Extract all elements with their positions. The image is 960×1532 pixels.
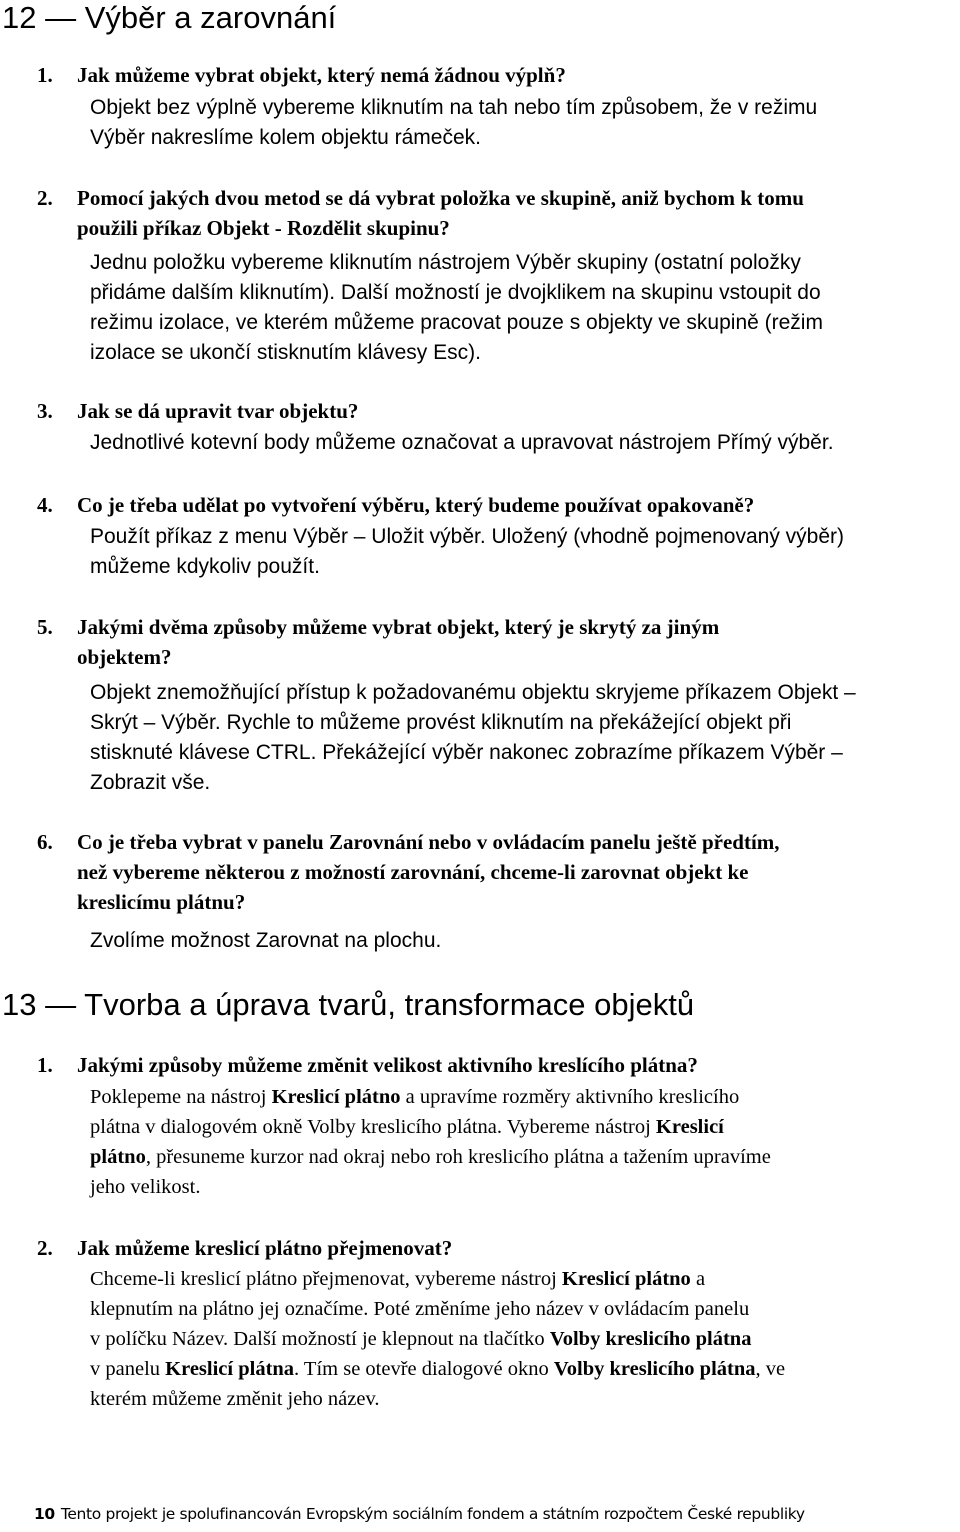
question-text: Pomocí jakých dvou metod se dá vybrat položka ve skupině, aniž bychom k tomu — [77, 186, 804, 210]
section-heading: 12 — Výběr a zarovnání — [2, 0, 337, 35]
answer-line: Zvolíme možnost Zarovnat na plochu. — [90, 929, 442, 952]
answer-line: stisknuté klávese CTRL. Překážející výběr nakonec zobrazíme příkazem Výběr – — [90, 741, 843, 764]
question — [37, 60, 960, 90]
page-number: 10 — [34, 1505, 55, 1523]
answer-line: izolace se ukončí stisknutím klávesy Esc). — [90, 341, 481, 364]
question-text: Co je třeba vybrat v panelu Zarovnání nebo v ovládacím panelu ještě předtím, — [77, 830, 780, 854]
question-number: 5. — [37, 615, 53, 639]
question — [37, 612, 960, 672]
answer — [90, 1082, 960, 1202]
footer-text: Tento projekt je spolufinancován Evropským sociálním fondem a státním rozpočtem České republiky — [60, 1505, 805, 1523]
answer-line: v políčku Název. Další možností je klepnout na tlačítko Volby kreslicího plátna — [90, 1328, 752, 1350]
answer-line: Jednotlivé kotevní body můžeme označovat a upravovat nástrojem Přímý výběr. — [90, 431, 834, 454]
answer-line: klepnutím na plátno jej označíme. Poté změníme jeho název v ovládacím panelu — [90, 1298, 750, 1320]
question — [37, 490, 960, 520]
question-number: 2. — [37, 1236, 53, 1260]
answer — [90, 93, 960, 153]
question — [37, 396, 960, 426]
question-text: Jak můžeme vybrat objekt, který nemá žádnou výplň? — [77, 63, 566, 87]
answer-line: kterém můžeme změnit jeho název. — [90, 1388, 380, 1410]
question-text: Jak se dá upravit tvar objektu? — [77, 399, 359, 423]
answer-line: přidáme dalším kliknutím). Další možností je dvojklikem na skupinu vstoupit do — [90, 281, 821, 304]
answer — [90, 428, 960, 458]
answer — [90, 678, 960, 798]
answer-line: plátna v dialogovém okně Volby kreslicího plátna. Vybereme nástroj Kreslicí — [90, 1116, 724, 1138]
question-text: objektem? — [77, 645, 172, 669]
answer — [90, 522, 960, 582]
question-text: použili příkaz Objekt - Rozdělit skupinu? — [77, 216, 450, 240]
question-number: 3. — [37, 399, 53, 423]
answer-line: Chceme-li kreslicí plátno přejmenovat, vybereme nástroj Kreslicí plátno a — [90, 1268, 706, 1290]
answer-line: plátno, přesuneme kurzor nad okraj nebo roh kreslicího plátna a tažením upravíme — [90, 1146, 771, 1168]
question-text: než vybereme některou z možností zarovnání, chceme-li zarovnat objekt ke — [77, 860, 749, 884]
answer-line: Jednu položku vybereme kliknutím nástrojem Výběr skupiny (ostatní položky — [90, 251, 801, 274]
answer — [90, 1264, 960, 1414]
question-text: kreslicímu plátnu? — [77, 890, 246, 914]
answer-line: Výběr nakreslíme kolem objektu rámeček. — [90, 126, 481, 149]
question-text: Jakými způsoby můžeme změnit velikost aktivního kreslícího plátna? — [77, 1053, 698, 1077]
answer-line: režimu izolace, ve kterém můžeme pracovat pouze s objekty ve skupině (režim — [90, 311, 823, 334]
section-heading: 13 — Tvorba a úprava tvarů, transformace objektů — [2, 987, 695, 1022]
question-number: 4. — [37, 493, 53, 517]
question-text: Jak můžeme kreslicí plátno přejmenovat? — [77, 1236, 453, 1260]
answer — [90, 248, 960, 368]
question — [37, 1050, 960, 1080]
answer-line: můžeme kdykoliv použít. — [90, 555, 320, 578]
page-footer — [34, 1503, 805, 1525]
answer-line: Použít příkaz z menu Výběr – Uložit výběr. Uložený (vhodně pojmenovaný výběr) — [90, 525, 845, 548]
answer-line: Poklepeme na nástroj Kreslicí plátno a upravíme rozměry aktivního kreslicího — [90, 1086, 740, 1108]
question-number: 6. — [37, 830, 53, 854]
question-text: Jakými dvěma způsoby můžeme vybrat objekt, který je skrytý za jiným — [77, 615, 720, 639]
answer — [90, 926, 960, 956]
question-text: Co je třeba udělat po vytvoření výběru, který budeme používat opakovaně? — [77, 493, 755, 517]
question — [37, 1233, 960, 1263]
question-number: 1. — [37, 63, 53, 87]
answer-line: Zobrazit vše. — [90, 771, 211, 794]
answer-line: jeho velikost. — [90, 1176, 201, 1198]
question — [37, 827, 960, 917]
answer-line: v panelu Kreslicí plátna. Tím se otevře dialogové okno Volby kreslicího plátna, ve — [90, 1358, 786, 1380]
question-number: 1. — [37, 1053, 53, 1077]
question-number: 2. — [37, 186, 53, 210]
question — [37, 183, 960, 243]
answer-line: Objekt znemožňující přístup k požadovanému objektu skryjeme příkazem Objekt – — [90, 681, 856, 704]
answer-line: Objekt bez výplně vybereme kliknutím na tah nebo tím způsobem, že v režimu — [90, 96, 818, 119]
answer-line: Skrýt – Výběr. Rychle to můžeme provést kliknutím na překážející objekt při — [90, 711, 792, 734]
